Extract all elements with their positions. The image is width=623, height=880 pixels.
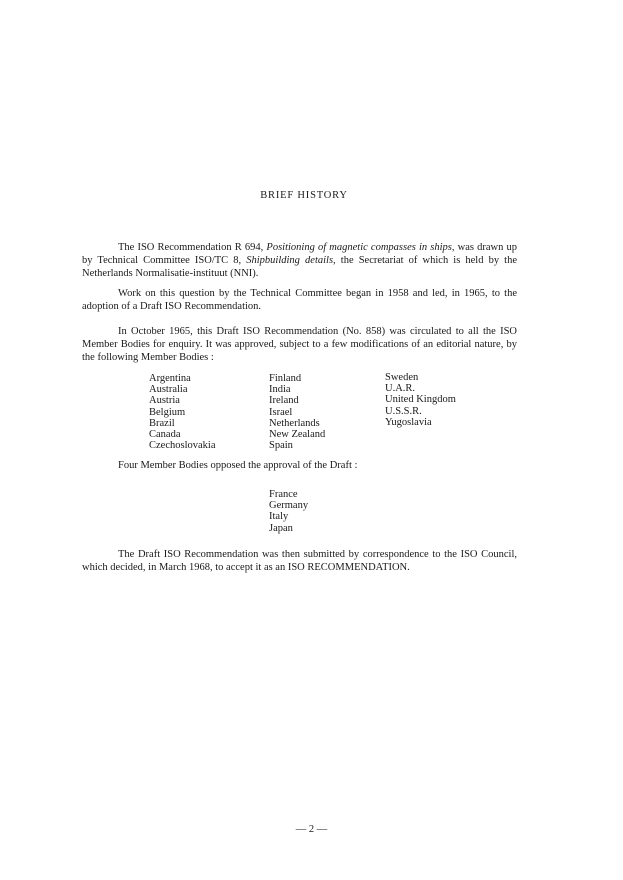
approving-bodies-column-1 <box>149 373 215 451</box>
approving-bodies-column-3 <box>385 372 456 428</box>
member-body: Israel <box>269 406 293 418</box>
member-body: Italy <box>269 511 289 523</box>
member-body: Germany <box>269 500 309 512</box>
member-body: Belgium <box>149 406 186 418</box>
member-body: New Zealand <box>269 429 326 441</box>
member-body: Argentina <box>149 373 191 384</box>
member-body: India <box>269 384 291 396</box>
opposition-text: Four Member Bodies opposed the approval of the Draft : <box>118 460 358 471</box>
member-body: U.A.R. <box>385 383 416 395</box>
paragraph-enquiry <box>82 325 517 364</box>
member-body: Czechoslovakia <box>149 440 216 452</box>
origin-mid: was drawn up by Technical Committee ISO/TC 8, <box>82 242 517 266</box>
member-body: Sweden <box>385 372 419 383</box>
work-text: Work on this question by the Technical Committee began in 1958 and led, in 1965, to the adoption of a Draft ISO Recommendation. <box>82 288 517 312</box>
enquiry-text: In October 1965, this Draft ISO Recommendation (No. 858) was circulated to all the ISO Member Bodies for enquiry. It was approved, subject to a few modifications of an editorial nature, by the following Member Bodies : <box>82 326 517 363</box>
approving-bodies-column-2 <box>269 373 325 451</box>
member-body: Japan <box>269 522 293 534</box>
recommendation-title: Positioning of magnetic compasses in ships, <box>266 242 455 253</box>
member-body: Yugoslavia <box>385 416 432 428</box>
paragraph-acceptance <box>82 548 517 574</box>
member-body: Canada <box>149 429 181 441</box>
member-body: Brazil <box>149 417 175 429</box>
page-heading: BRIEF HISTORY <box>260 190 348 201</box>
member-body: Ireland <box>269 395 299 407</box>
acceptance-text: The Draft ISO Recommendation was then submitted by correspondence to the ISO Council, which decided, in March 1968, to accept it as an ISO RECOMMENDATION. <box>82 549 517 573</box>
member-body: Australia <box>149 384 188 396</box>
member-body: Spain <box>269 440 293 452</box>
paragraph-work <box>82 287 517 313</box>
opposing-bodies-list <box>269 489 308 534</box>
member-body: Finland <box>269 373 302 384</box>
paragraph-opposition <box>82 459 517 472</box>
member-body: U.S.S.R. <box>385 405 422 417</box>
member-body: United Kingdom <box>385 394 456 406</box>
member-body: Austria <box>149 395 180 407</box>
origin-tail: the Secretariat of which is held by the Netherlands Normalisatie-instituut (NNI). <box>82 255 518 279</box>
page-number: — 2 — <box>295 824 328 835</box>
origin-lead: The ISO Recommendation R 694, <box>118 242 267 253</box>
paragraph-origin <box>82 241 517 280</box>
committee-title: Shipbuilding details, <box>246 255 336 266</box>
member-body: France <box>269 489 298 500</box>
member-body: Netherlands <box>269 417 320 429</box>
